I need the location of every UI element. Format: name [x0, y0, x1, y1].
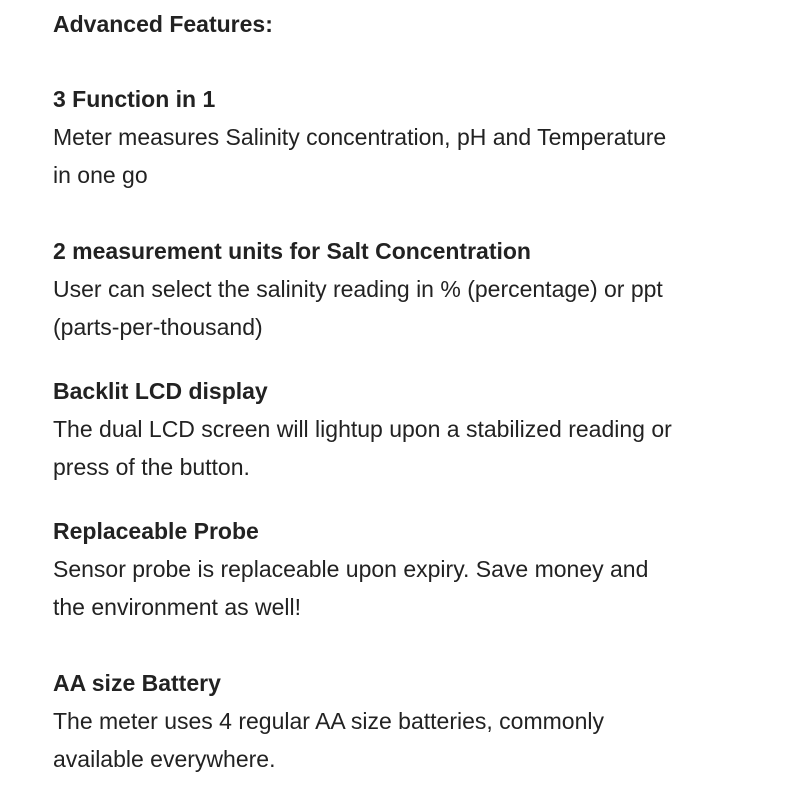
section-text: The meter uses 4 regular AA size batteries, commonly [53, 708, 604, 734]
section-text: The dual LCD screen will lightup upon a stabilized reading or [53, 416, 672, 442]
heading: Advanced Features: [53, 11, 273, 37]
section-text: User can select the salinity reading in % (percentage) or ppt [53, 276, 663, 302]
section-text: in one go [53, 162, 148, 188]
section-title: 2 measurement units for Salt Concentration [53, 238, 531, 264]
section-title: Backlit LCD display [53, 378, 268, 404]
section-text: available everywhere. [53, 746, 276, 772]
section-title: AA size Battery [53, 670, 221, 696]
section-title: Replaceable Probe [53, 518, 259, 544]
section-title: 3 Function in 1 [53, 86, 216, 112]
section-text: press of the button. [53, 454, 250, 480]
section-text: Meter measures Salinity concentration, pH and Temperature [53, 124, 667, 150]
section-text: the environment as well! [53, 594, 302, 620]
section-text: (parts-per-thousand) [53, 314, 263, 340]
section-text: Sensor probe is replaceable upon expiry. Save money and [53, 556, 649, 582]
